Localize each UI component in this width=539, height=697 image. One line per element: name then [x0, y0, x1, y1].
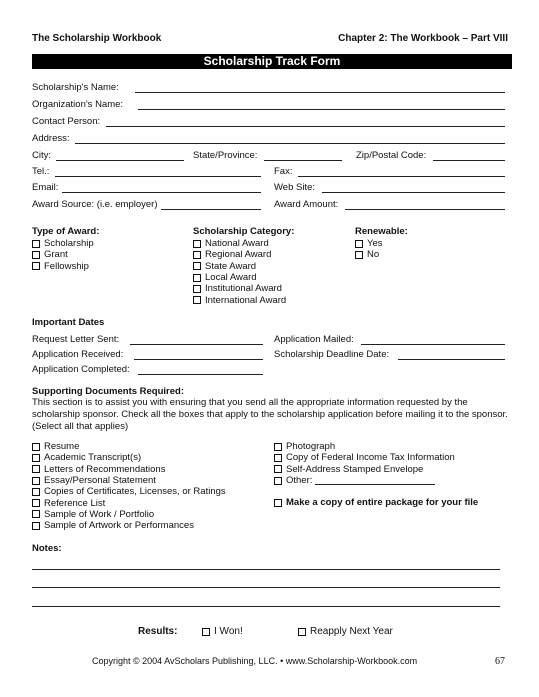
results-label: Results:	[138, 626, 178, 637]
deadline-date-label: Scholarship Deadline Date:	[274, 349, 390, 360]
award-source-field[interactable]	[161, 209, 261, 210]
document-option[interactable]: Reference List	[32, 497, 226, 508]
tel-field[interactable]	[55, 176, 261, 177]
checkbox-icon[interactable]	[274, 465, 282, 473]
city-label: City:	[32, 150, 51, 161]
notes-line[interactable]	[32, 606, 500, 607]
application-mailed-label: Application Mailed:	[274, 334, 354, 345]
notes-label: Notes:	[32, 543, 62, 554]
checkbox-icon[interactable]	[32, 443, 40, 451]
renewable-group	[355, 226, 408, 261]
deadline-date-field[interactable]	[398, 359, 505, 360]
chapter-title: Chapter 2: The Workbook – Part VIII	[338, 33, 508, 44]
checkbox-icon[interactable]	[32, 240, 40, 248]
organization-name-field[interactable]	[138, 109, 505, 110]
application-mailed-field[interactable]	[361, 344, 505, 345]
application-completed-label: Application Completed:	[32, 364, 130, 375]
checkbox-icon[interactable]	[32, 454, 40, 462]
document-option[interactable]: Letters of Recommendations	[32, 464, 226, 475]
document-option[interactable]: Sample of Artwork or Performances	[32, 520, 226, 531]
documents-right-list	[274, 441, 455, 486]
organization-name-label: Organization's Name:	[32, 99, 124, 110]
form-title: Scholarship Track Form	[32, 54, 512, 69]
checkbox-icon[interactable]	[193, 262, 201, 270]
checkbox-icon[interactable]	[193, 240, 201, 248]
category-option[interactable]: National Award	[193, 238, 294, 249]
checkbox-icon[interactable]	[32, 477, 40, 485]
award-amount-label: Award Amount:	[274, 199, 339, 210]
application-completed-field[interactable]	[138, 374, 263, 375]
contact-person-label: Contact Person:	[32, 116, 101, 127]
scholarship-category-group	[193, 226, 294, 306]
category-option[interactable]: Regional Award	[193, 249, 294, 260]
award-source-label: Award Source: (i.e. employer)	[32, 199, 158, 210]
address-field[interactable]	[75, 143, 505, 144]
award-amount-field[interactable]	[345, 209, 505, 210]
copyright-text: Copyright © 2004 AvScholars Publishing, LLC. • www.Scholarship-Workbook.com	[92, 656, 418, 666]
checkbox-icon[interactable]	[32, 465, 40, 473]
book-title: The Scholarship Workbook	[32, 33, 162, 44]
address-label: Address:	[32, 133, 70, 144]
category-option[interactable]: Local Award	[193, 272, 294, 283]
important-dates-heading: Important Dates	[32, 317, 105, 328]
award-type-option[interactable]: Fellowship	[32, 261, 99, 272]
category-option[interactable]: Institutional Award	[193, 283, 294, 294]
checkbox-icon[interactable]	[32, 262, 40, 270]
fax-field[interactable]	[298, 176, 505, 177]
checkbox-icon[interactable]	[32, 488, 40, 496]
checkbox-icon[interactable]	[193, 285, 201, 293]
document-option[interactable]: Photograph	[274, 441, 455, 452]
document-option[interactable]: Academic Transcript(s)	[32, 452, 226, 463]
checkbox-icon[interactable]	[32, 510, 40, 518]
checkbox-icon[interactable]	[32, 499, 40, 507]
checkbox-icon[interactable]	[298, 628, 306, 636]
renewable-option[interactable]: No	[355, 249, 408, 260]
notes-line[interactable]	[32, 569, 500, 570]
checkbox-icon[interactable]	[274, 443, 282, 451]
checkbox-icon[interactable]	[355, 251, 363, 259]
request-letter-sent-field[interactable]	[130, 344, 263, 345]
application-received-field[interactable]	[134, 359, 263, 360]
email-label: Email:	[32, 182, 59, 193]
document-option[interactable]: Copies of Certificates, Licenses, or Ratings	[32, 486, 226, 497]
renewable-option[interactable]: Yes	[355, 238, 408, 249]
application-received-label: Application Received:	[32, 349, 124, 360]
checkbox-icon[interactable]	[32, 522, 40, 530]
type-of-award-group	[32, 226, 99, 272]
document-option[interactable]: Copy of Federal Income Tax Information	[274, 452, 455, 463]
contact-person-field[interactable]	[106, 126, 505, 127]
checkbox-icon[interactable]	[355, 240, 363, 248]
category-option[interactable]: International Award	[193, 294, 294, 305]
scholarship-name-field[interactable]	[135, 92, 505, 93]
checkbox-icon[interactable]	[32, 251, 40, 259]
tel-label: Tel.:	[32, 166, 50, 177]
document-option[interactable]: Resume	[32, 441, 226, 452]
checkbox-icon[interactable]	[193, 296, 201, 304]
checkbox-icon[interactable]	[274, 477, 282, 485]
type-of-award-heading: Type of Award:	[32, 226, 100, 237]
won-option[interactable]: I Won!	[202, 626, 243, 637]
scholarship-name-label: Scholarship's Name:	[32, 82, 119, 93]
renewable-heading: Renewable:	[355, 226, 408, 237]
checkbox-icon[interactable]	[202, 628, 210, 636]
other-document-field[interactable]	[315, 476, 435, 485]
checkbox-icon[interactable]	[193, 251, 201, 259]
city-field[interactable]	[56, 160, 184, 161]
notes-line[interactable]	[32, 587, 500, 588]
reapply-option[interactable]: Reapply Next Year	[298, 626, 393, 637]
email-field[interactable]	[62, 192, 261, 193]
zip-label: Zip/Postal Code:	[356, 150, 427, 161]
zip-field[interactable]	[433, 160, 505, 161]
document-option[interactable]: Sample of Work / Portfolio	[32, 509, 226, 520]
state-label: State/Province:	[193, 150, 258, 161]
document-other-option[interactable]: Other:	[274, 475, 455, 486]
request-letter-sent-label: Request Letter Sent:	[32, 334, 120, 345]
checkbox-icon[interactable]	[274, 454, 282, 462]
scholarship-category-heading: Scholarship Category:	[193, 226, 295, 237]
category-option[interactable]: State Award	[193, 261, 294, 272]
award-type-option[interactable]: Grant	[32, 249, 99, 260]
make-copy-option[interactable]: Make a copy of entire package for your file	[274, 497, 478, 508]
checkbox-icon[interactable]	[274, 499, 282, 507]
web-site-label: Web Site:	[274, 182, 316, 193]
supporting-docs-description: This section is to assist you with ensuring that you send all the appropriate information requested by the scholarship sponsor. Check all the boxes that apply to the scholarship application before mailing it to the sponsor. (Select all that applies)	[32, 397, 508, 432]
document-option[interactable]: Self-Address Stamped Envelope	[274, 464, 455, 475]
page-number: 67	[495, 656, 505, 667]
web-site-field[interactable]	[322, 192, 505, 193]
documents-left-list	[32, 441, 226, 531]
award-type-option[interactable]: Scholarship	[32, 238, 99, 249]
document-option[interactable]: Essay/Personal Statement	[32, 475, 226, 486]
checkbox-icon[interactable]	[193, 274, 201, 282]
state-field[interactable]	[264, 160, 342, 161]
fax-label: Fax:	[274, 166, 293, 177]
supporting-docs-heading: Supporting Documents Required:	[32, 386, 184, 397]
